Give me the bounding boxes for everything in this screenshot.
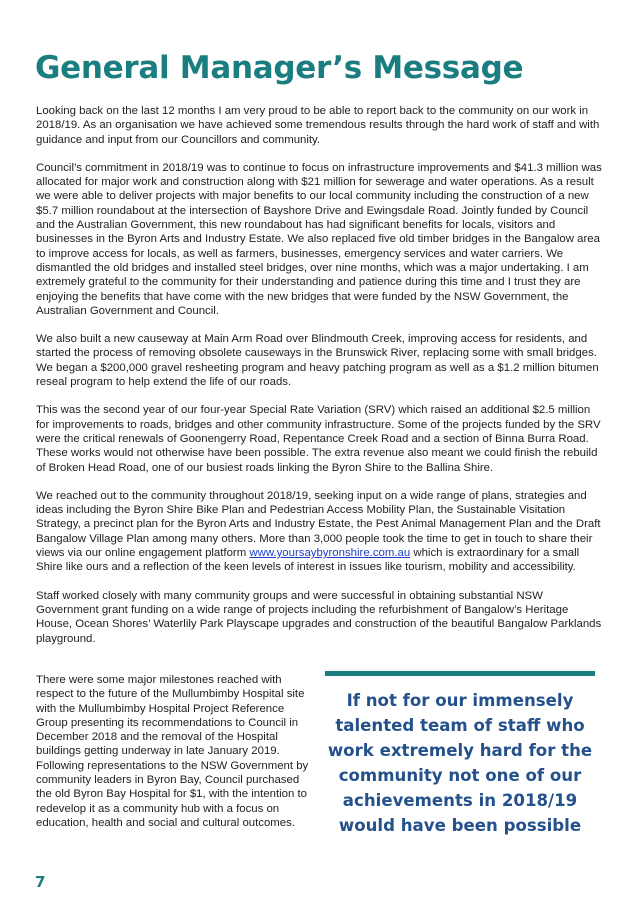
body-text <box>36 104 602 660</box>
page-number: 7 <box>35 873 46 891</box>
paragraph-infrastructure: Council’s commitment in 2018/19 was to continue to focus on infrastructure improvements and $41.3 million was allocated for major work and construction along with $21 million for sewerage and water operations. As a result we were able to deliver projects with major benefits to our local community including the construction of a new $5.7 million roundabout at the intersection of Bayshore Drive and Ewingsdale Road. Jointly funded by Council and the Australian Government, this new roundabout has had significant benefits for locals, visitors and businesses in the Byron Arts and Industry Estate. We also replaced five old timber bridges in the Bangalow area to improve access for locals, as well as farmers, businesses, emergency services and water carriers. We dismantled the old bridges and installed steel bridges, over nine months, which was a major undertaking. I am extremely grateful to the community for their understanding and patience during this time and I trust they are enjoying the benefits that have come with the new bridges that were funded by the NSW Government, the Australian Government and Council. <box>36 161 602 317</box>
paragraph-grants: Staff worked closely with many community groups and were successful in obtaining substantial NSW Government grant funding on a wide range of projects including the refurbishment of Bangalow’s Heritage House, Ocean Shores’ Waterlily Park Playscape upgrades and construction of the beautiful Bangalow Parklands playground. <box>36 589 602 645</box>
yoursay-link[interactable]: www.yoursaybyronshire.com.au <box>249 547 411 560</box>
pull-quote: If not for our immensely talented team of staff who work extremely hard for the community not one of our achievements in 2018/19 would have been possible <box>327 691 593 835</box>
paragraph-intro: Looking back on the last 12 months I am very proud to be able to report back to the community on our work in 2018/19. As an organisation we have achieved some tremendous results through the hard work of staff and with guidance and input from our Councillors and community. <box>36 105 600 146</box>
paragraph-srv: This was the second year of our four-year Special Rate Variation (SRV) which raised an additional $2.5 million for improvements to roads, bridges and other community infrastructure. Some of the projects funded by the SRV were the critical renewals of Goonengerry Road, Repentance Creek Road and a section of Binna Burra Road. These works would not otherwise have been possible. The extra revenue also meant we could finish the rebuild of Broken Head Road, one of our busiest roads linking the Byron Shire to the Ballina Shire. <box>36 404 601 474</box>
paragraph-causeway: We also built a new causeway at Main Arm Road over Blindmouth Creek, improving access for residents, and started the process of removing obsolete causeways in the Brunswick River, replacing some with small bridges. We began a $200,000 gravel resheeting program and heavy patching program as well as a $1.2 million bitumen reseal program to help extend the life of our roads. <box>36 333 599 389</box>
consultation-text-start: We reached out to the community throughout 2018/19, seeking input on a wide range of plans, strategies and ideas including the Byron Shire Bike Plan and Pedestrian Access Mobility Plan, the Sustainable Visitation Strategy, a precinct plan for the Byron Arts and Industry Estate, the Pest Animal Management Plan and the Draft Bangalow Village Plan among many others. More than 3,000 people took the time to get in touch to share their views via our online engagement platform <box>36 489 601 560</box>
consultation-text-end: which is extraordinary for a small Shire like ours and a reflection of the keen levels of interest in issues like tourism, mobility and accessibility. <box>36 547 580 574</box>
page-title: General Manager’s Message <box>35 50 524 86</box>
paragraph-hospital: There were some major milestones reached with respect to the future of the Mullumbimby Hospital site with the Mullumbimby Hospital Project Reference Group presenting its recommendations to Council in December 2018 and the removal of the Hospital buildings getting underway in late January 2019. Following representations to the NSW Government by community leaders in Byron Bay, Council purchased the old Byron Bay Hospital for $1, with the intention to redevelop it as a community hub with a focus on education, health and social and cultural outcomes. <box>36 674 309 829</box>
paragraph-consultation <box>36 489 602 575</box>
quote-divider <box>325 671 595 676</box>
hospital-column <box>36 673 318 830</box>
